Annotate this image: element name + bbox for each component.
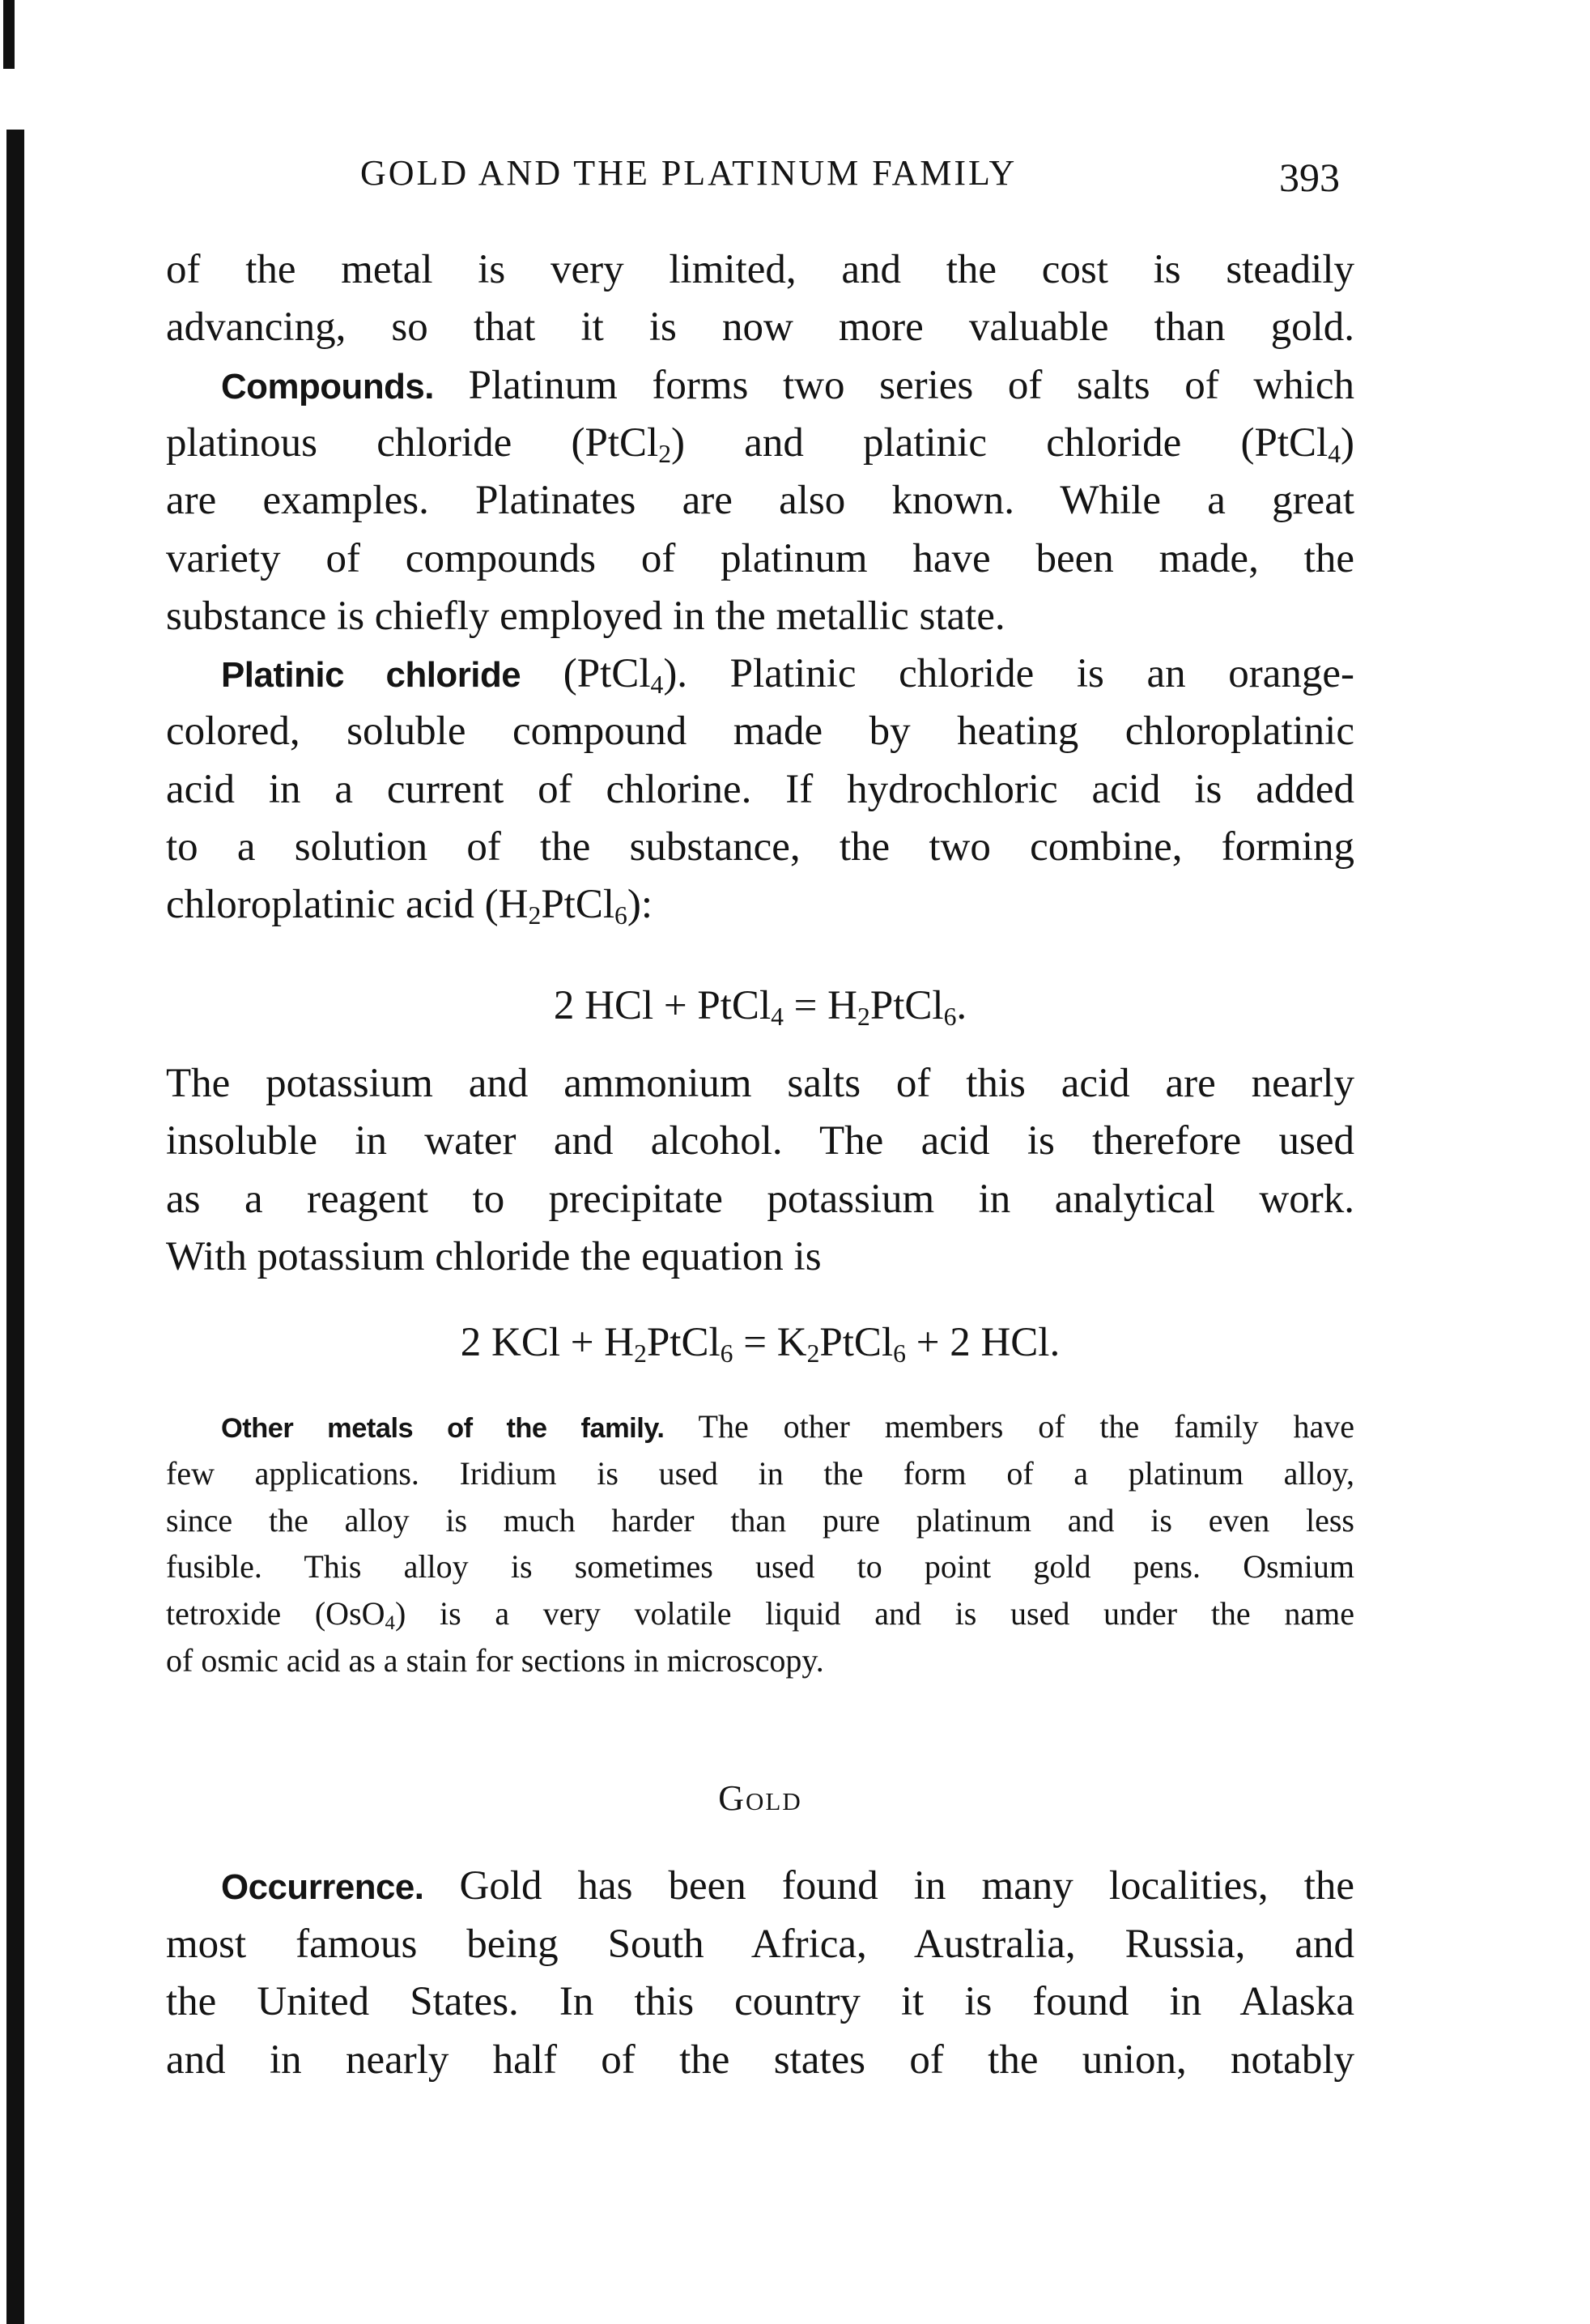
subscript: 2: [528, 901, 542, 930]
binding-edge: [6, 130, 24, 2324]
text-run: ) is a very volatile liquid and is used under the name: [394, 1595, 1355, 1632]
paragraph-line: [166, 587, 1354, 645]
subscript: 2: [634, 1339, 647, 1368]
text-run: platinous chloride (PtCl: [166, 419, 659, 466]
text-run: = K: [733, 1320, 807, 1365]
text-run: acid in a current of chlorine. If hydrochloric acid is added: [166, 766, 1354, 812]
run-in-heading: Occurrence.: [221, 1867, 424, 1907]
run-in-heading: Other metals of the family.: [221, 1413, 665, 1444]
small-print-line: [166, 1590, 1354, 1637]
paragraph-line: [166, 818, 1354, 876]
text-run: insoluble in water and alcohol. The acid is therefore used: [166, 1118, 1354, 1164]
equation: [166, 977, 1354, 1035]
text-run: the United States. In this country it is found in Alaska: [166, 1979, 1354, 2024]
section-heading-gold: Gold: [718, 1778, 802, 1818]
subscript: 2: [658, 439, 672, 468]
text-run: since the alloy is much harder than pure platinum and is even less: [166, 1501, 1354, 1539]
paragraph-line: [166, 414, 1354, 472]
text-run: to a solution of the substance, the two combine, forming: [166, 824, 1354, 870]
text-run: .: [956, 983, 967, 1028]
paragraph-line: [166, 240, 1354, 299]
paragraph-line: [166, 471, 1354, 530]
text-run: ) and platinic chloride (PtCl: [671, 419, 1329, 466]
run-in-heading: Compounds.: [221, 366, 434, 406]
text-run: The potassium and ammonium salts of this acid are nearly: [166, 1061, 1354, 1106]
paragraph-line: [221, 356, 1354, 415]
subscript: 4: [1328, 439, 1341, 468]
text-run: With potassium chloride the equation is: [166, 1233, 822, 1279]
subscript: 2: [857, 1002, 870, 1031]
text-run: ):: [627, 882, 653, 928]
text-run: PtCl: [646, 1320, 721, 1365]
text-run: most famous being South Africa, Australia, Russia, and: [166, 1921, 1354, 1967]
text-run: ): [1341, 419, 1354, 466]
text-run: and in nearly half of the states of the union, notably: [166, 2037, 1354, 2083]
run-in-heading: Platinic chloride: [221, 655, 521, 696]
paragraph-line: [221, 645, 1354, 703]
text-run: The other members of the family have: [664, 1408, 1354, 1445]
text-run: Platinum forms two series of salts of which: [434, 362, 1354, 408]
paragraph-line: [166, 1973, 1354, 2031]
text-run: 2 HCl + PtCl: [553, 983, 772, 1028]
small-print-line: [166, 1637, 1354, 1684]
text-run: chloroplatinic acid (H: [166, 882, 529, 928]
subscript: 6: [720, 1339, 733, 1368]
text-run: fusible. This alloy is sometimes used to point gold pens. Osmium: [166, 1548, 1354, 1586]
subscript: 6: [893, 1339, 906, 1368]
equation: [166, 1313, 1354, 1372]
subscript: 4: [650, 670, 664, 699]
text-run: Gold has been found in many localities, the: [423, 1863, 1354, 1909]
paragraph-line: [166, 1228, 1354, 1286]
text-run: PtCl: [819, 1320, 894, 1365]
paragraph-line: [166, 1915, 1354, 1973]
text-run: of osmic acid as a stain for sections in microscopy.: [166, 1642, 824, 1679]
text-run: (PtCl: [521, 651, 651, 697]
subscript: 4: [385, 1612, 395, 1635]
text-run: 2 KCl + H: [460, 1320, 635, 1365]
page-number: 393: [1279, 155, 1340, 200]
text-run: variety of compounds of platinum have been made, the: [166, 535, 1354, 581]
text-run: tetroxide (OsO: [166, 1595, 385, 1632]
paragraph-line: [166, 298, 1354, 356]
paragraph-line: [166, 1170, 1354, 1228]
paragraph-line: [221, 1857, 1354, 1915]
text-run: advancing, so that it is now more valuable than gold.: [166, 304, 1354, 351]
text-run: + 2 HCl.: [905, 1320, 1061, 1365]
paragraph-line: [166, 530, 1354, 588]
text-run: of the metal is very limited, and the cost is steadily: [166, 247, 1354, 292]
paragraph-line: [166, 702, 1354, 760]
subscript: 6: [943, 1002, 957, 1031]
subscript: 4: [771, 1002, 784, 1031]
small-print-line: [166, 1497, 1354, 1544]
subscript: 6: [614, 901, 627, 930]
running-header: GOLD AND THE PLATINUM FAMILY: [360, 153, 1018, 193]
text-run: as a reagent to precipitate potassium in analytical work.: [166, 1176, 1354, 1222]
small-print-line: [166, 1450, 1354, 1497]
text-run: = H: [783, 983, 858, 1028]
text-run: PtCl: [541, 882, 615, 928]
paragraph-line: [166, 760, 1354, 819]
subscript: 2: [806, 1339, 820, 1368]
paragraph-line: [166, 1054, 1354, 1113]
small-print-line: [166, 1543, 1354, 1590]
paragraph-line: [166, 1112, 1354, 1170]
paragraph-line: [166, 875, 1354, 934]
text-run: PtCl: [869, 983, 944, 1028]
text-run: are examples. Platinates are also known. While a great: [166, 478, 1354, 524]
small-print-line: [221, 1403, 1354, 1450]
text-run: few applications. Iridium is used in the form of a platinum alloy,: [166, 1454, 1354, 1492]
paragraph-line: [166, 2031, 1354, 2089]
binding-edge-top: [3, 0, 15, 69]
text-run: colored, soluble compound made by heating chloroplatinic: [166, 709, 1354, 755]
text-run: ). Platinic chloride is an orange-: [663, 651, 1354, 697]
text-run: substance is chiefly employed in the metallic state.: [166, 593, 1005, 639]
